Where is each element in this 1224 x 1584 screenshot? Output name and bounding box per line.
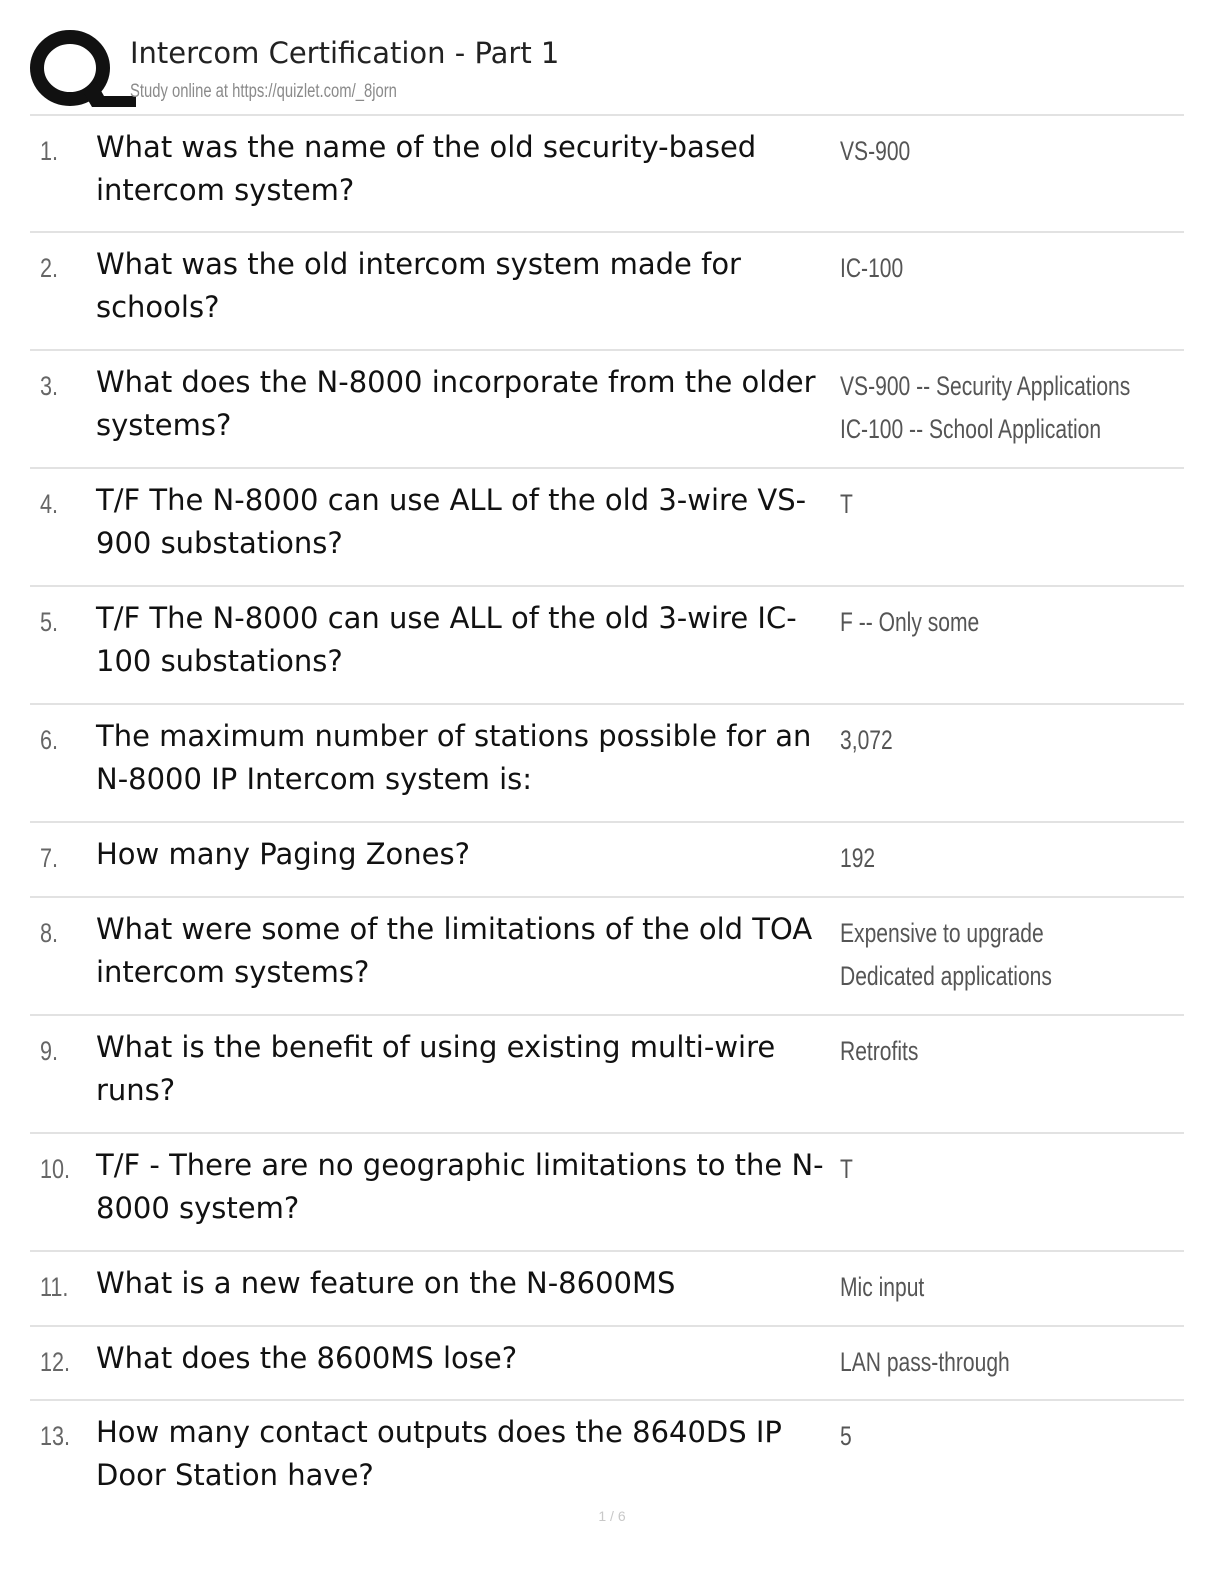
flashcard-row (30, 233, 1184, 351)
card-term: T/F - There are no geographic limitations to the N-8000 system? (96, 1148, 824, 1225)
card-number: 1. (40, 136, 59, 166)
study-online-link[interactable]: Study online at https://quizlet.com/_8jorn (130, 81, 397, 102)
card-definition: Mic input (840, 1272, 925, 1302)
card-number: 4. (40, 489, 59, 519)
card-number: 11. (40, 1272, 69, 1302)
card-number: 9. (40, 1036, 59, 1066)
flashcard-row (30, 587, 1184, 705)
flashcard-row (30, 1016, 1184, 1134)
card-definition: IC-100 (840, 253, 904, 283)
flashcard-row (30, 116, 1184, 233)
page-header (30, 28, 1184, 116)
card-number: 3. (40, 371, 59, 401)
card-term: What were some of the limitations of the old TOA intercom systems? (96, 912, 813, 989)
document-title: Intercom Certification - Part 1 (130, 36, 560, 70)
card-number: 2. (40, 253, 59, 283)
flashcard-row (30, 705, 1184, 823)
card-term: What was the old intercom system made for schools? (96, 247, 741, 324)
page-number: 1 / 6 (598, 1508, 626, 1524)
card-term: T/F The N-8000 can use ALL of the old 3-wire IC-100 substations? (96, 601, 797, 678)
flashcard-row (30, 469, 1184, 587)
flashcard-list (30, 116, 1184, 1513)
card-number: 6. (40, 725, 59, 755)
card-definition: 3,072 (840, 725, 893, 755)
card-term: How many Paging Zones? (96, 837, 471, 871)
card-definition: Retrofits (840, 1036, 919, 1066)
card-definition: 5 (840, 1421, 852, 1451)
flashcard-row (30, 1327, 1184, 1401)
flashcard-row (30, 1252, 1184, 1327)
card-number: 13. (40, 1421, 71, 1451)
quizlet-logo-icon (30, 30, 138, 110)
flashcard-row (30, 1134, 1184, 1252)
card-definition: T (840, 1154, 853, 1184)
card-term: What does the 8600MS lose? (96, 1341, 518, 1375)
card-number: 10. (40, 1154, 71, 1184)
card-term: T/F The N-8000 can use ALL of the old 3-wire VS-900 substations? (96, 483, 807, 560)
card-definition: F -- Only some (840, 607, 980, 637)
flashcard-row (30, 823, 1184, 898)
card-term: How many contact outputs does the 8640DS IP Door Station have? (96, 1415, 782, 1492)
card-definition: T (840, 489, 853, 519)
card-term: What is the benefit of using existing multi-wire runs? (96, 1030, 776, 1107)
card-definition: 192 (840, 843, 876, 873)
card-number: 12. (40, 1347, 71, 1377)
card-term: What was the name of the old security-based intercom system? (96, 130, 757, 207)
card-term: The maximum number of stations possible for an N-8000 IP Intercom system is: (96, 719, 812, 796)
card-definition: VS-900 (840, 136, 911, 166)
card-definition: VS-900 -- Security Applications IC-100 -- School Application (840, 371, 1131, 444)
card-term: What does the N-8000 incorporate from the older systems? (96, 365, 816, 442)
flashcard-row (30, 351, 1184, 469)
card-number: 7. (40, 843, 59, 873)
card-number: 8. (40, 918, 59, 948)
flashcard-row (30, 898, 1184, 1016)
flashcard-row (30, 1401, 1184, 1513)
card-definition: LAN pass-through (840, 1347, 1010, 1377)
card-number: 5. (40, 607, 59, 637)
card-definition: Expensive to upgrade Dedicated applications (840, 918, 1052, 991)
card-term: What is a new feature on the N-8600MS (96, 1266, 676, 1300)
